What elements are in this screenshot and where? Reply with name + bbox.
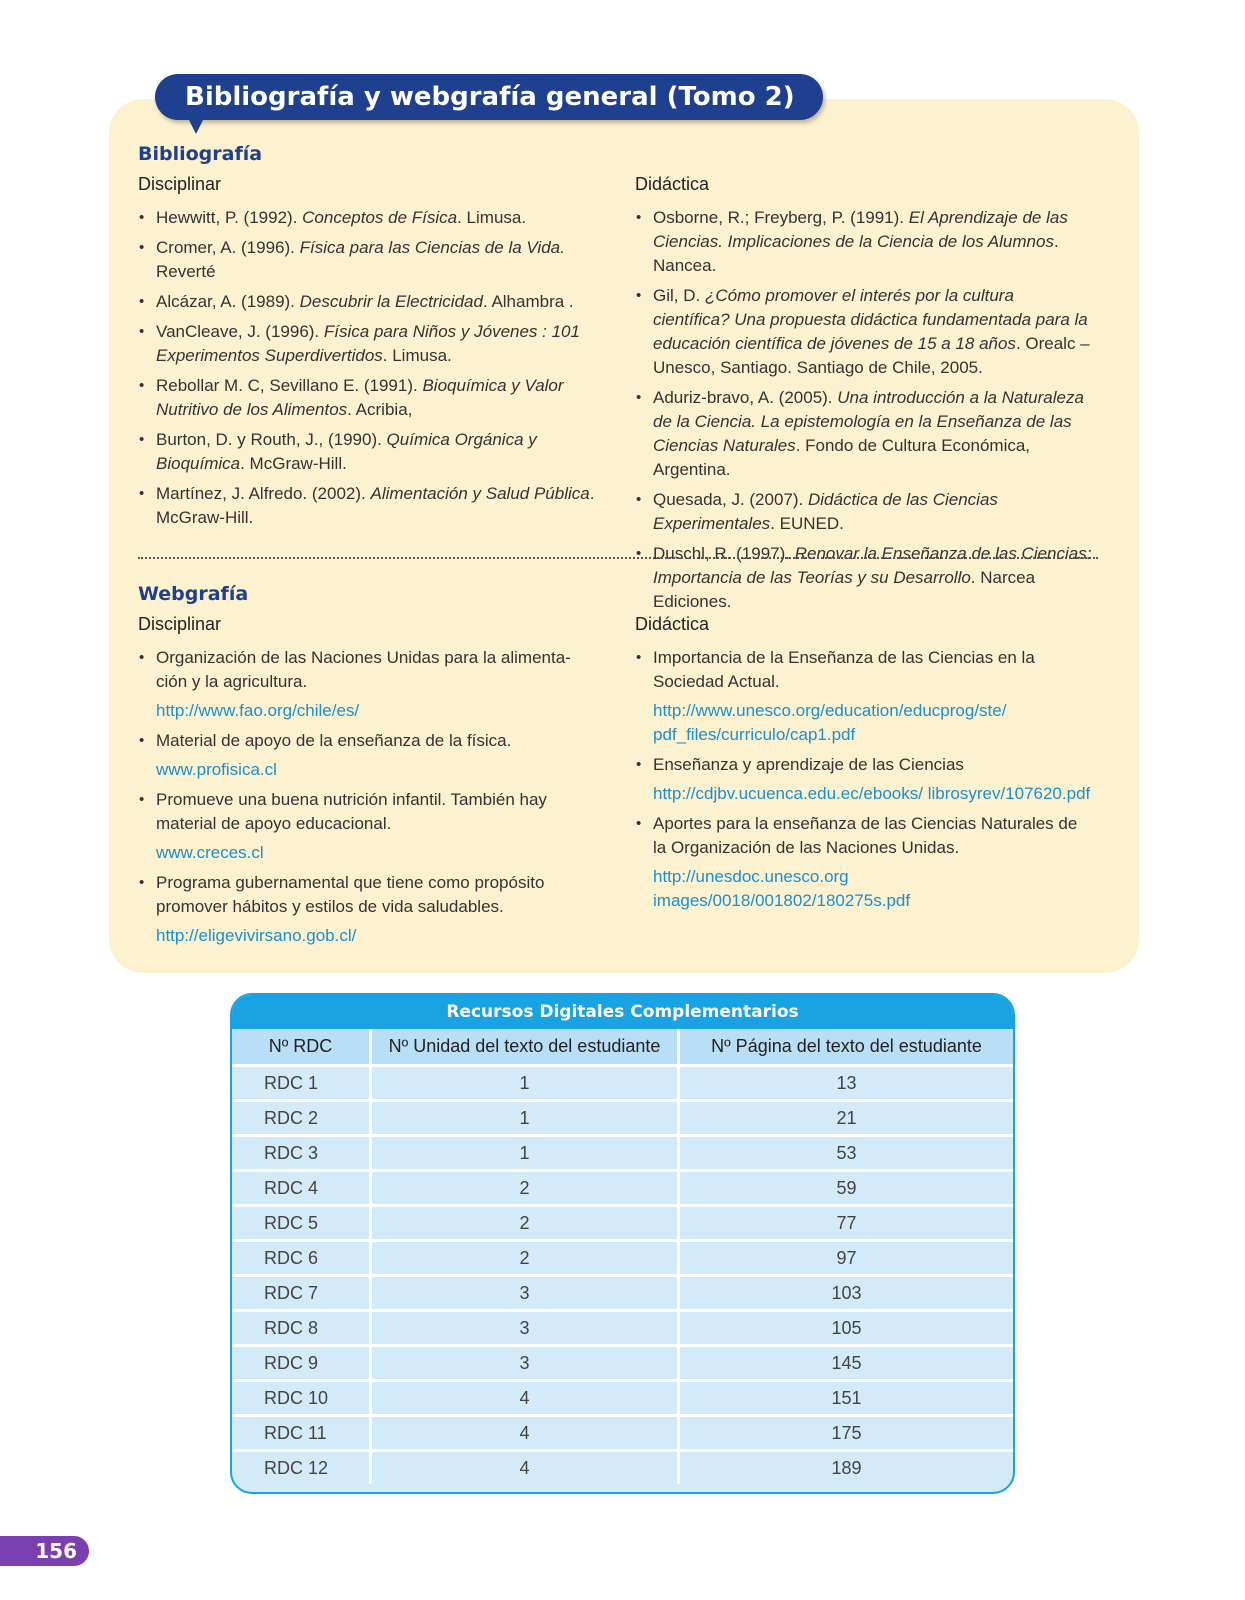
page-cell: 103 xyxy=(679,1276,1014,1311)
webgrafia-heading: Webgrafía xyxy=(138,583,249,605)
reference-author: Duschl, R. (1997). xyxy=(653,544,795,563)
unit-cell: 3 xyxy=(371,1311,679,1346)
reference-item xyxy=(635,206,1095,278)
rdc-cell: RDC 6 xyxy=(232,1241,371,1276)
rdc-cell: RDC 8 xyxy=(232,1311,371,1346)
reference-title: Una introducción a la Naturaleza de la Ciencia. La epistemología en la Enseñanza de las Ciencias Naturales xyxy=(653,388,1084,455)
resource-description: Organización de las Naciones Unidas para la alimenta-ción y la agricultura. xyxy=(156,648,571,691)
reference-item xyxy=(138,482,598,530)
reference-author: Rebollar M. C, Sevillano E. (1991). xyxy=(156,376,423,395)
resource-description: Material de apoyo de la enseñanza de la física. xyxy=(156,731,512,750)
resource-description: Enseñanza y aprendizaje de las Ciencias xyxy=(653,755,964,774)
title-callout-tail xyxy=(188,118,204,134)
reference-publisher: . Limusa. xyxy=(382,346,452,365)
rdc-cell: RDC 10 xyxy=(232,1381,371,1416)
page-cell: 175 xyxy=(679,1416,1014,1451)
reference-item xyxy=(138,206,598,230)
page-cell: 77 xyxy=(679,1206,1014,1241)
dotted-divider xyxy=(138,557,1098,559)
bibliografia-didactica-column xyxy=(635,174,1095,620)
resource-link[interactable]: http://www.unesco.org/education/educprog/ste/ pdf_files/curriculo/cap1.pdf xyxy=(653,701,1007,744)
rdc-cell: RDC 1 xyxy=(232,1066,371,1101)
unit-cell: 3 xyxy=(371,1346,679,1381)
web-resource-item xyxy=(635,812,1095,913)
web-resource-item xyxy=(138,729,598,782)
page-title: Bibliografía y webgrafía general (Tomo 2) xyxy=(155,74,823,120)
resource-link[interactable]: www.creces.cl xyxy=(156,843,264,862)
unit-cell: 4 xyxy=(371,1451,679,1485)
subsection-label: Didáctica xyxy=(635,614,710,634)
unit-cell: 1 xyxy=(371,1136,679,1171)
rdc-table xyxy=(230,993,1015,1494)
reference-title: Renovar la Enseñanza de las Ciencias: Importancia de las Teorías y su Desarrollo xyxy=(653,544,1092,587)
subsection-label: Disciplinar xyxy=(138,614,222,634)
reference-title: El Aprendizaje de las Ciencias. Implicaciones de la Ciencia de los Alumnos xyxy=(653,208,1068,251)
reference-author: Cromer, A. (1996). xyxy=(156,238,300,257)
page-cell: 59 xyxy=(679,1171,1014,1206)
rdc-cell: RDC 9 xyxy=(232,1346,371,1381)
table-row xyxy=(232,1276,1013,1311)
reference-title: Física para Niños y Jóvenes : 101 Experimentos Superdivertidos xyxy=(156,322,580,365)
reference-author: Alcázar, A. (1989). xyxy=(156,292,300,311)
reference-item xyxy=(635,284,1095,380)
reference-publisher: . McGraw-Hill. xyxy=(240,454,347,473)
table-row xyxy=(232,1171,1013,1206)
table-row xyxy=(232,1136,1013,1171)
column-header: Nº Página del texto del estudiante xyxy=(679,1029,1014,1066)
page-cell: 13 xyxy=(679,1066,1014,1101)
unit-cell: 1 xyxy=(371,1101,679,1136)
reference-title: Alimentación y Salud Pública xyxy=(370,484,590,503)
resource-description: Programa gubernamental que tiene como propósito promover hábitos y estilos de vida saludables. xyxy=(156,873,545,916)
web-resource-item xyxy=(138,646,598,723)
reference-publisher: . Narcea Ediciones. xyxy=(653,568,1036,611)
table-row xyxy=(232,1381,1013,1416)
page-cell: 97 xyxy=(679,1241,1014,1276)
reference-publisher: . McGraw-Hill. xyxy=(156,484,595,527)
reference-author: Aduriz-bravo, A. (2005). xyxy=(653,388,838,407)
reference-publisher: . Nancea. xyxy=(653,232,1059,275)
bibliografia-disciplinar-column xyxy=(138,174,598,536)
table-caption: Recursos Digitales Complementarios xyxy=(232,995,1013,1029)
reference-item xyxy=(138,236,598,284)
reference-publisher: . Limusa. xyxy=(457,208,527,227)
table-row xyxy=(232,1101,1013,1136)
resource-link[interactable]: www.profisica.cl xyxy=(156,760,277,779)
rdc-cell: RDC 3 xyxy=(232,1136,371,1171)
reference-title: Conceptos de Física xyxy=(302,208,458,227)
unit-cell: 2 xyxy=(371,1206,679,1241)
table-row xyxy=(232,1416,1013,1451)
reference-author: Gil, D. xyxy=(653,286,705,305)
reference-author: Quesada, J. (2007). xyxy=(653,490,808,509)
bibliografia-heading: Bibliografía xyxy=(138,143,263,165)
reference-title: Bioquímica y Valor Nutritivo de los Alimentos xyxy=(156,376,564,419)
unit-cell: 3 xyxy=(371,1276,679,1311)
subsection-label: Disciplinar xyxy=(138,174,222,194)
webgrafia-disciplinar-column xyxy=(138,614,598,954)
unit-cell: 2 xyxy=(371,1171,679,1206)
resource-description: Aportes para la enseñanza de las Ciencias Naturales de la Organización de las Naciones Unidas. xyxy=(653,814,1078,857)
resource-description: Importancia de la Enseñanza de las Ciencias en la Sociedad Actual. xyxy=(653,648,1035,691)
table-row xyxy=(232,1311,1013,1346)
web-list xyxy=(635,646,1095,913)
reference-list xyxy=(138,206,598,530)
column-header: Nº RDC xyxy=(232,1029,371,1066)
web-list xyxy=(138,646,598,948)
unit-cell: 1 xyxy=(371,1066,679,1101)
rdc-cell: RDC 2 xyxy=(232,1101,371,1136)
reference-publisher: . Acribia, xyxy=(347,400,413,419)
page-cell: 105 xyxy=(679,1311,1014,1346)
reference-publisher: . Fondo de Cultura Económica, Argentina. xyxy=(653,436,1031,479)
reference-list xyxy=(635,206,1095,614)
page-cell: 145 xyxy=(679,1346,1014,1381)
reference-author: Osborne, R.; Freyberg, P. (1991). xyxy=(653,208,909,227)
reference-item xyxy=(635,386,1095,482)
reference-title: Química Orgánica y Bioquímica xyxy=(156,430,537,473)
table-row xyxy=(232,1451,1013,1485)
reference-item xyxy=(138,290,598,314)
page-cell: 53 xyxy=(679,1136,1014,1171)
reference-item xyxy=(138,374,598,422)
reference-item xyxy=(138,320,598,368)
column-header: Nº Unidad del texto del estudiante xyxy=(371,1029,679,1066)
rdc-cell: RDC 12 xyxy=(232,1451,371,1485)
resource-link[interactable]: http://eligevivirsano.gob.cl/ xyxy=(156,926,357,945)
web-resource-item xyxy=(138,788,598,865)
unit-cell: 4 xyxy=(371,1416,679,1451)
reference-title: Descubrir la Electricidad xyxy=(299,292,483,311)
reference-publisher: . EUNED. xyxy=(770,514,844,533)
reference-item xyxy=(635,542,1095,614)
web-resource-item xyxy=(635,646,1095,747)
web-resource-item xyxy=(635,753,1095,806)
unit-cell: 2 xyxy=(371,1241,679,1276)
table-row xyxy=(232,1346,1013,1381)
resource-link[interactable]: http://www.fao.org/chile/es/ xyxy=(156,701,360,720)
reference-title: ¿Cómo promover el interés por la cultura científica? Una propuesta didáctica fundamentada para la educación científica de jóvenes de 15 a 18 años xyxy=(653,286,1088,353)
reference-item xyxy=(635,488,1095,536)
rdc-cell: RDC 5 xyxy=(232,1206,371,1241)
page-cell: 151 xyxy=(679,1381,1014,1416)
table-body xyxy=(232,1066,1013,1485)
resource-link[interactable]: http://cdjbv.ucuenca.edu.ec/ebooks/ librosyrev/107620.pdf xyxy=(653,784,1091,803)
webgrafia-didactica-column xyxy=(635,614,1095,919)
table-row xyxy=(232,1206,1013,1241)
reference-author: Hewwitt, P. (1992). xyxy=(156,208,303,227)
reference-publisher: . Alhambra . xyxy=(482,292,574,311)
web-resource-item xyxy=(138,871,598,948)
rdc-cell: RDC 11 xyxy=(232,1416,371,1451)
rdc-cell: RDC 4 xyxy=(232,1171,371,1206)
table-row xyxy=(232,1066,1013,1101)
resource-description: Promueve una buena nutrición infantil. También hay material de apoyo educacional. xyxy=(156,790,547,833)
reference-publisher: . Orealc – Unesco, Santiago. Santiago de Chile, 2005. xyxy=(653,334,1090,377)
subsection-label: Didáctica xyxy=(635,174,710,194)
resource-link[interactable]: http://unesdoc.unesco.org images/0018/001802/180275s.pdf xyxy=(653,867,911,910)
reference-item xyxy=(138,428,598,476)
page-number: 156 xyxy=(0,1536,89,1566)
reference-author: Burton, D. y Routh, J., (1990). xyxy=(156,430,387,449)
reference-author: Martínez, J. Alfredo. (2002). xyxy=(156,484,371,503)
reference-author: VanCleave, J. (1996). xyxy=(156,322,324,341)
reference-title: Didáctica de las Ciencias Experimentales xyxy=(653,490,998,533)
rdc-cell: RDC 7 xyxy=(232,1276,371,1311)
unit-cell: 4 xyxy=(371,1381,679,1416)
reference-title: Física para las Ciencias de la Vida. xyxy=(299,238,565,257)
reference-publisher: Reverté xyxy=(156,262,216,281)
page-cell: 189 xyxy=(831,1457,862,1478)
table-row xyxy=(232,1241,1013,1276)
page-cell: 21 xyxy=(679,1101,1014,1136)
